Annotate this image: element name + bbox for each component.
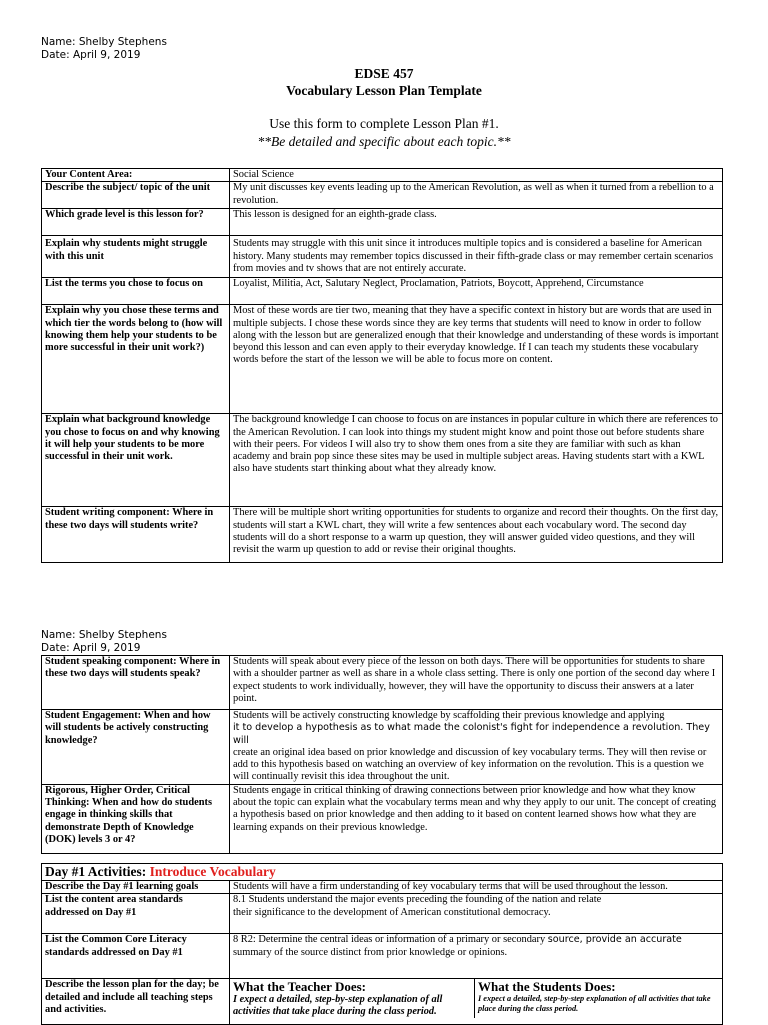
teacher-note: I expect a detailed, step-by-step explanation of all activities that take place during the class period. bbox=[233, 994, 443, 1018]
row-value bbox=[230, 979, 723, 1025]
table-row bbox=[42, 507, 723, 563]
row-value bbox=[230, 710, 723, 785]
value-part: source, provide an accurate bbox=[547, 934, 682, 946]
row-value: This lesson is designed for an eighth-grade class. bbox=[230, 209, 723, 236]
row-label: Describe the subject/ topic of the unit bbox=[42, 182, 230, 209]
row-value: Students will have a firm understanding of key vocabulary terms that will be used throughout the lesson. bbox=[230, 881, 723, 894]
table-row bbox=[42, 305, 723, 414]
row-value: Students may struggle with this unit since it introduces multiple topics and is considered a baseline for American history. Many students may remember topics discussed in their fifth-grade class or may remember certain scenarios from movies and tv shows that are not entirely accurate. bbox=[230, 236, 723, 278]
table-row bbox=[42, 209, 723, 236]
instruction-text: Use this form to complete Lesson Plan #1. bbox=[269, 116, 499, 131]
header-name: Name: Shelby Stephens bbox=[41, 36, 167, 48]
table-row bbox=[42, 656, 723, 710]
value-part: create an original idea based on prior knowledge and discussion of key vocabulary terms. They will then revise or add to this hypothesis based on watching an overview of key information on the revolution. This is a question we will continually revisit this idea throughout the unit. bbox=[233, 746, 707, 783]
table-row bbox=[42, 278, 723, 305]
lesson-info-table bbox=[41, 168, 723, 563]
row-label: List the terms you chose to focus on bbox=[42, 278, 230, 305]
detail-note: **Be detailed and specific about each topic.** bbox=[257, 134, 511, 149]
students-note: I expect a detailed, step-by-step explanation of all activities that take place during the class period. bbox=[478, 994, 711, 1014]
value-part: 8.1 Students understand the major events preceding the founding of the nation and relate bbox=[233, 894, 602, 906]
template-title: Vocabulary Lesson Plan Template bbox=[286, 83, 482, 98]
day1-heading bbox=[41, 863, 723, 880]
row-label: Student speaking component: Where in these two days will students speak? bbox=[42, 656, 230, 710]
day1-prefix: Day #1 Activities: bbox=[45, 864, 150, 879]
engagement-table bbox=[41, 655, 723, 854]
row-value bbox=[230, 894, 723, 934]
students-heading: What the Students Does: bbox=[478, 979, 616, 995]
header-name: Name: Shelby Stephens bbox=[41, 629, 167, 641]
row-value: Most of these words are tier two, meaning that they have a specific context in history but are words that are used in multiple subjects. I chose these words since they are key terms that students will need to know in order to follow along with the lesson but are generalized enough that their knowledge and understanding of these words is important beyond this lesson and can even apply to their everyday knowledge. If I can teach my students these vocabulary words before the start of the lesson we will be able to focus more on content. bbox=[230, 305, 723, 414]
value-part: Students will be actively constructing knowledge by scaffolding their previous knowledge and applying bbox=[233, 710, 665, 721]
row-label: Describe the Day #1 learning goals bbox=[42, 881, 230, 894]
day1-table bbox=[41, 880, 723, 1025]
row-label: Describe the lesson plan for the day; be detailed and include all teaching steps and activities. bbox=[42, 979, 230, 1025]
table-row bbox=[42, 979, 723, 1025]
row-value: Students engage in critical thinking of drawing connections between prior knowledge and how what they know about the topic can explain what the vocabulary terms mean and why they apply to our unit. The concept of creating a hypothesis based on prior knowledge and then adding to it based on content learned shows how what they are learning expands on their previous knowledge. bbox=[230, 784, 723, 853]
row-value: The background knowledge I can choose to focus on are instances in popular culture in which there are references to the American Revolution. I can look into things my student might know and point those out before students share with their peers. For videos I will also try to show them ones from a site they are familiar with such as khan academy and brain pop since these sites may be used in multiple subject areas. Having students start with a KWL also have students start thinking about what they already know. bbox=[230, 414, 723, 507]
row-label: Explain why students might struggle with this unit bbox=[42, 236, 230, 278]
table-row bbox=[42, 894, 723, 934]
row-value: Social Science bbox=[230, 169, 723, 182]
teacher-heading: What the Teacher Does: bbox=[233, 979, 367, 995]
table-row bbox=[42, 414, 723, 507]
table-row bbox=[42, 182, 723, 209]
course-title: EDSE 457 bbox=[354, 66, 414, 81]
header-date: Date: April 9, 2019 bbox=[41, 642, 141, 654]
table-row bbox=[42, 710, 723, 785]
table-row bbox=[42, 881, 723, 894]
table-row bbox=[42, 784, 723, 853]
value-part: summary of the source distinct from prior knowledge or opinions. bbox=[233, 946, 508, 958]
row-value: Students will speak about every piece of the lesson on both days. There will be opportunities for students to share with a shoulder partner as well as share in a whole class setting. There is only one portion of the second day where I expect students to work individually, however, they will have the opportunity to discuss their answers at a later point. bbox=[230, 656, 723, 710]
table-row bbox=[42, 236, 723, 278]
row-label: Explain why you chose these terms and which tier the words belong to (how will knowing them help your students to be more successful in their unit work?) bbox=[42, 305, 230, 414]
row-value: Loyalist, Militia, Act, Salutary Neglect, Proclamation, Patriots, Boycott, Apprehend, Circumstance bbox=[230, 278, 723, 305]
day1-highlight: Introduce Vocabulary bbox=[149, 864, 276, 879]
row-value: My unit discusses key events leading up to the American Revolution, as well as when it turned from a rebellion to a revolution. bbox=[230, 182, 723, 209]
row-label: Explain what background knowledge you chose to focus on and why knowing it will help your students to be more successful in their unit work. bbox=[42, 414, 230, 507]
row-value bbox=[230, 934, 723, 979]
row-label: Your Content Area: bbox=[42, 169, 230, 182]
table-row bbox=[42, 169, 723, 182]
row-label: List the content area standards addressed on Day #1 bbox=[42, 894, 230, 934]
value-part: it to develop a hypothesis as to what made the colonist's fight for independence a revolution. They will bbox=[233, 722, 710, 746]
header-date: Date: April 9, 2019 bbox=[41, 49, 141, 61]
row-label: List the Common Core Literacy standards addressed on Day #1 bbox=[42, 934, 230, 979]
value-part: their significance to the development of American constitutional democracy. bbox=[233, 906, 551, 918]
row-label: Rigorous, Higher Order, Critical Thinking: When and how do students engage in thinking skills that demonstrate Depth of Knowledge (DOK) levels 3 or 4? bbox=[42, 784, 230, 853]
row-label: Student writing component: Where in these two days will students write? bbox=[42, 507, 230, 563]
row-label: Which grade level is this lesson for? bbox=[42, 209, 230, 236]
row-label: Student Engagement: When and how will students be actively constructing knowledge? bbox=[42, 710, 230, 785]
row-value: There will be multiple short writing opportunities for students to organize and record their thoughts. On the first day, students will start a KWL chart, they will write a few sentences about each vocabulary word. The second day students will do a short response to a warm up question, they will answer guided video questions, and they will revisit the warm up question to add or revise their original thoughts. bbox=[230, 507, 723, 563]
students-column bbox=[475, 979, 722, 1018]
activity-columns bbox=[230, 979, 722, 1018]
table-row bbox=[42, 934, 723, 979]
teacher-column bbox=[230, 979, 475, 1018]
value-part: 8 R2: Determine the central ideas or information of a primary or secondary bbox=[233, 934, 548, 946]
